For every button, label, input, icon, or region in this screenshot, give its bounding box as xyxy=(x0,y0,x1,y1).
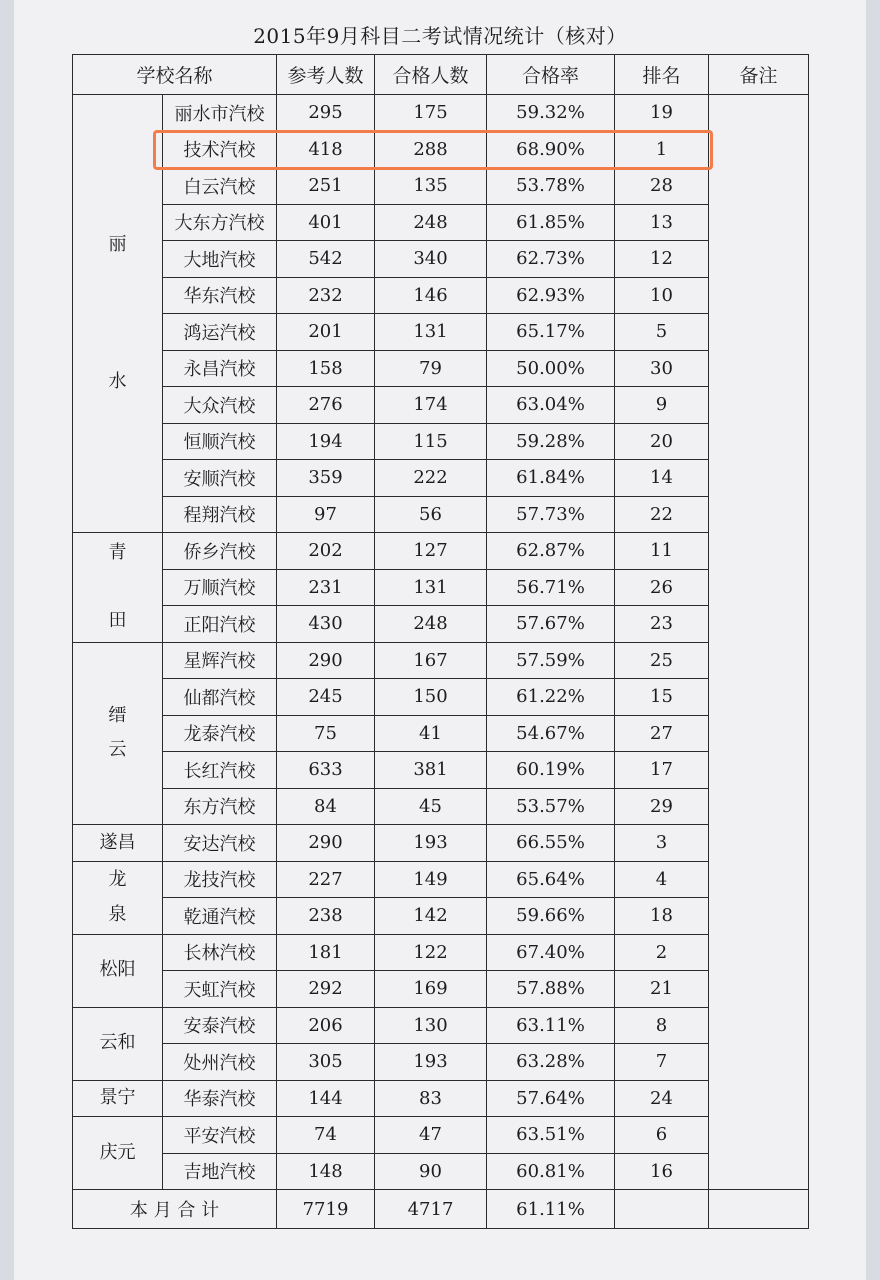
rate-cell: 57.67% xyxy=(487,606,615,643)
table-row xyxy=(73,314,809,351)
school-name: 技术汽校 xyxy=(163,131,277,168)
rate-cell: 50.00% xyxy=(487,350,615,387)
table-row xyxy=(73,642,809,679)
rank-cell: 25 xyxy=(615,642,709,679)
rate-cell: 63.04% xyxy=(487,387,615,424)
school-name: 长林汽校 xyxy=(163,934,277,971)
rank-cell: 6 xyxy=(615,1117,709,1154)
passed-cell: 79 xyxy=(375,350,487,387)
examinees-cell: 292 xyxy=(277,971,375,1008)
rank-cell: 17 xyxy=(615,752,709,789)
examinees-cell: 75 xyxy=(277,715,375,752)
rank-cell: 21 xyxy=(615,971,709,1008)
table-row xyxy=(73,1080,809,1117)
rate-cell: 61.84% xyxy=(487,460,615,497)
school-name: 程翔汽校 xyxy=(163,496,277,533)
school-name: 吉地汽校 xyxy=(163,1153,277,1190)
examinees-cell: 305 xyxy=(277,1044,375,1081)
rank-cell: 13 xyxy=(615,204,709,241)
total-row xyxy=(73,1190,809,1229)
table-row xyxy=(73,95,809,132)
school-name: 东方汽校 xyxy=(163,788,277,825)
passed-cell: 47 xyxy=(375,1117,487,1154)
school-name: 天虹汽校 xyxy=(163,971,277,1008)
rate-cell: 63.28% xyxy=(487,1044,615,1081)
examinees-cell: 158 xyxy=(277,350,375,387)
table-body xyxy=(73,95,809,1190)
passed-cell: 122 xyxy=(375,934,487,971)
passed-cell: 174 xyxy=(375,387,487,424)
school-name: 华东汽校 xyxy=(163,277,277,314)
total-note xyxy=(709,1190,809,1229)
rate-cell: 65.64% xyxy=(487,861,615,898)
rank-cell: 14 xyxy=(615,460,709,497)
school-name: 大东方汽校 xyxy=(163,204,277,241)
rate-cell: 59.28% xyxy=(487,423,615,460)
passed-cell: 135 xyxy=(375,168,487,205)
passed-cell: 83 xyxy=(375,1080,487,1117)
rank-cell: 12 xyxy=(615,241,709,278)
rate-cell: 62.87% xyxy=(487,533,615,570)
rank-cell: 3 xyxy=(615,825,709,862)
rate-cell: 65.17% xyxy=(487,314,615,351)
rank-cell: 1 xyxy=(615,131,709,168)
passed-cell: 41 xyxy=(375,715,487,752)
rank-cell: 22 xyxy=(615,496,709,533)
passed-cell: 146 xyxy=(375,277,487,314)
region-cell: 松阳 xyxy=(73,934,163,1007)
header-note: 备注 xyxy=(709,55,809,95)
rank-cell: 7 xyxy=(615,1044,709,1081)
examinees-cell: 295 xyxy=(277,95,375,132)
examinees-cell: 206 xyxy=(277,1007,375,1044)
passed-cell: 193 xyxy=(375,825,487,862)
rate-cell: 57.73% xyxy=(487,496,615,533)
table-row xyxy=(73,752,809,789)
region-cell: 龙 泉 xyxy=(73,861,163,934)
school-name: 恒顺汽校 xyxy=(163,423,277,460)
table-row xyxy=(73,971,809,1008)
passed-cell: 248 xyxy=(375,606,487,643)
total-rate: 61.11% xyxy=(487,1190,615,1229)
table-row xyxy=(73,496,809,533)
rank-cell: 19 xyxy=(615,95,709,132)
header-rate: 合格率 xyxy=(487,55,615,95)
examinees-cell: 418 xyxy=(277,131,375,168)
rank-cell: 26 xyxy=(615,569,709,606)
examinees-cell: 231 xyxy=(277,569,375,606)
table-row xyxy=(73,715,809,752)
region-cell: 丽 水 xyxy=(73,95,163,533)
passed-cell: 90 xyxy=(375,1153,487,1190)
school-name: 平安汽校 xyxy=(163,1117,277,1154)
region-cell: 云和 xyxy=(73,1007,163,1080)
passed-cell: 142 xyxy=(375,898,487,935)
examinees-cell: 238 xyxy=(277,898,375,935)
passed-cell: 167 xyxy=(375,642,487,679)
rate-cell: 63.11% xyxy=(487,1007,615,1044)
rank-cell: 20 xyxy=(615,423,709,460)
school-name: 鸿运汽校 xyxy=(163,314,277,351)
examinees-cell: 290 xyxy=(277,642,375,679)
examinees-cell: 84 xyxy=(277,788,375,825)
rank-cell: 5 xyxy=(615,314,709,351)
rate-cell: 62.73% xyxy=(487,241,615,278)
school-name: 处州汽校 xyxy=(163,1044,277,1081)
table-row xyxy=(73,788,809,825)
school-name: 安泰汽校 xyxy=(163,1007,277,1044)
rate-cell: 61.22% xyxy=(487,679,615,716)
table-row xyxy=(73,277,809,314)
rank-cell: 30 xyxy=(615,350,709,387)
table-row xyxy=(73,1044,809,1081)
school-name: 永昌汽校 xyxy=(163,350,277,387)
examinees-cell: 194 xyxy=(277,423,375,460)
total-examinees: 7719 xyxy=(277,1190,375,1229)
examinees-cell: 181 xyxy=(277,934,375,971)
rank-cell: 15 xyxy=(615,679,709,716)
rate-cell: 57.59% xyxy=(487,642,615,679)
examinees-cell: 251 xyxy=(277,168,375,205)
school-name: 仙都汽校 xyxy=(163,679,277,716)
region-cell: 景宁 xyxy=(73,1080,163,1117)
examinees-cell: 430 xyxy=(277,606,375,643)
passed-cell: 169 xyxy=(375,971,487,1008)
document-title: 2015年9月科目二考试情况统计（核对） xyxy=(253,24,627,48)
table-row xyxy=(73,460,809,497)
school-name: 龙泰汽校 xyxy=(163,715,277,752)
rate-cell: 60.81% xyxy=(487,1153,615,1190)
table-row xyxy=(73,387,809,424)
examinees-cell: 633 xyxy=(277,752,375,789)
total-passed: 4717 xyxy=(375,1190,487,1229)
rate-cell: 54.67% xyxy=(487,715,615,752)
rank-cell: 8 xyxy=(615,1007,709,1044)
passed-cell: 222 xyxy=(375,460,487,497)
table-row xyxy=(73,606,809,643)
rate-cell: 53.78% xyxy=(487,168,615,205)
school-name: 正阳汽校 xyxy=(163,606,277,643)
region-cell: 庆元 xyxy=(73,1117,163,1190)
passed-cell: 131 xyxy=(375,569,487,606)
passed-cell: 175 xyxy=(375,95,487,132)
rate-cell: 61.85% xyxy=(487,204,615,241)
school-name: 龙技汽校 xyxy=(163,861,277,898)
school-name: 安达汽校 xyxy=(163,825,277,862)
school-name: 大众汽校 xyxy=(163,387,277,424)
rank-cell: 4 xyxy=(615,861,709,898)
school-name: 星辉汽校 xyxy=(163,642,277,679)
table-row xyxy=(73,569,809,606)
region-cell: 遂昌 xyxy=(73,825,163,862)
rank-cell: 10 xyxy=(615,277,709,314)
school-name: 安顺汽校 xyxy=(163,460,277,497)
header-rank: 排名 xyxy=(615,55,709,95)
rate-cell: 66.55% xyxy=(487,825,615,862)
header-row xyxy=(73,55,809,95)
region-cell: 缙 云 xyxy=(73,642,163,825)
passed-cell: 130 xyxy=(375,1007,487,1044)
rank-cell: 28 xyxy=(615,168,709,205)
rank-cell: 27 xyxy=(615,715,709,752)
rate-cell: 59.32% xyxy=(487,95,615,132)
table-row xyxy=(73,1117,809,1154)
table-row xyxy=(73,168,809,205)
rank-cell: 9 xyxy=(615,387,709,424)
table-row xyxy=(73,898,809,935)
school-name: 大地汽校 xyxy=(163,241,277,278)
header-passed: 合格人数 xyxy=(375,55,487,95)
rate-cell: 68.90% xyxy=(487,131,615,168)
school-name: 乾通汽校 xyxy=(163,898,277,935)
total-rank xyxy=(615,1190,709,1229)
examinees-cell: 148 xyxy=(277,1153,375,1190)
rate-cell: 56.71% xyxy=(487,569,615,606)
rate-cell: 57.64% xyxy=(487,1080,615,1117)
examinees-cell: 201 xyxy=(277,314,375,351)
table-row xyxy=(73,825,809,862)
table-row xyxy=(73,934,809,971)
table-row xyxy=(73,533,809,570)
rate-cell: 62.93% xyxy=(487,277,615,314)
rank-cell: 23 xyxy=(615,606,709,643)
rate-cell: 60.19% xyxy=(487,752,615,789)
passed-cell: 115 xyxy=(375,423,487,460)
table-row xyxy=(73,241,809,278)
region-cell: 青 田 xyxy=(73,533,163,643)
table-row xyxy=(73,861,809,898)
rate-cell: 67.40% xyxy=(487,934,615,971)
note-cell xyxy=(709,95,809,1190)
statistics-table xyxy=(72,54,809,1229)
table-row xyxy=(73,350,809,387)
examinees-cell: 227 xyxy=(277,861,375,898)
passed-cell: 193 xyxy=(375,1044,487,1081)
table-row xyxy=(73,679,809,716)
passed-cell: 127 xyxy=(375,533,487,570)
rate-cell: 63.51% xyxy=(487,1117,615,1154)
rank-cell: 24 xyxy=(615,1080,709,1117)
school-name: 长红汽校 xyxy=(163,752,277,789)
passed-cell: 340 xyxy=(375,241,487,278)
passed-cell: 288 xyxy=(375,131,487,168)
passed-cell: 56 xyxy=(375,496,487,533)
examinees-cell: 401 xyxy=(277,204,375,241)
examinees-cell: 359 xyxy=(277,460,375,497)
examinees-cell: 144 xyxy=(277,1080,375,1117)
examinees-cell: 542 xyxy=(277,241,375,278)
rate-cell: 59.66% xyxy=(487,898,615,935)
passed-cell: 131 xyxy=(375,314,487,351)
rank-cell: 18 xyxy=(615,898,709,935)
table-row xyxy=(73,423,809,460)
school-name: 白云汽校 xyxy=(163,168,277,205)
passed-cell: 150 xyxy=(375,679,487,716)
table-row xyxy=(73,131,809,168)
school-name: 丽水市汽校 xyxy=(163,95,277,132)
school-name: 万顺汽校 xyxy=(163,569,277,606)
total-label: 本 月 合 计 xyxy=(73,1190,277,1229)
header-school: 学校名称 xyxy=(73,55,277,95)
table-row xyxy=(73,1007,809,1044)
passed-cell: 45 xyxy=(375,788,487,825)
examinees-cell: 202 xyxy=(277,533,375,570)
passed-cell: 149 xyxy=(375,861,487,898)
examinees-cell: 97 xyxy=(277,496,375,533)
school-name: 华泰汽校 xyxy=(163,1080,277,1117)
table-row xyxy=(73,204,809,241)
table-row xyxy=(73,1153,809,1190)
passed-cell: 248 xyxy=(375,204,487,241)
examinees-cell: 232 xyxy=(277,277,375,314)
rank-cell: 16 xyxy=(615,1153,709,1190)
school-name: 侨乡汽校 xyxy=(163,533,277,570)
rank-cell: 29 xyxy=(615,788,709,825)
header-examinees: 参考人数 xyxy=(277,55,375,95)
examinees-cell: 290 xyxy=(277,825,375,862)
rate-cell: 57.88% xyxy=(487,971,615,1008)
rank-cell: 2 xyxy=(615,934,709,971)
passed-cell: 381 xyxy=(375,752,487,789)
examinees-cell: 245 xyxy=(277,679,375,716)
rate-cell: 53.57% xyxy=(487,788,615,825)
examinees-cell: 74 xyxy=(277,1117,375,1154)
examinees-cell: 276 xyxy=(277,387,375,424)
rank-cell: 11 xyxy=(615,533,709,570)
